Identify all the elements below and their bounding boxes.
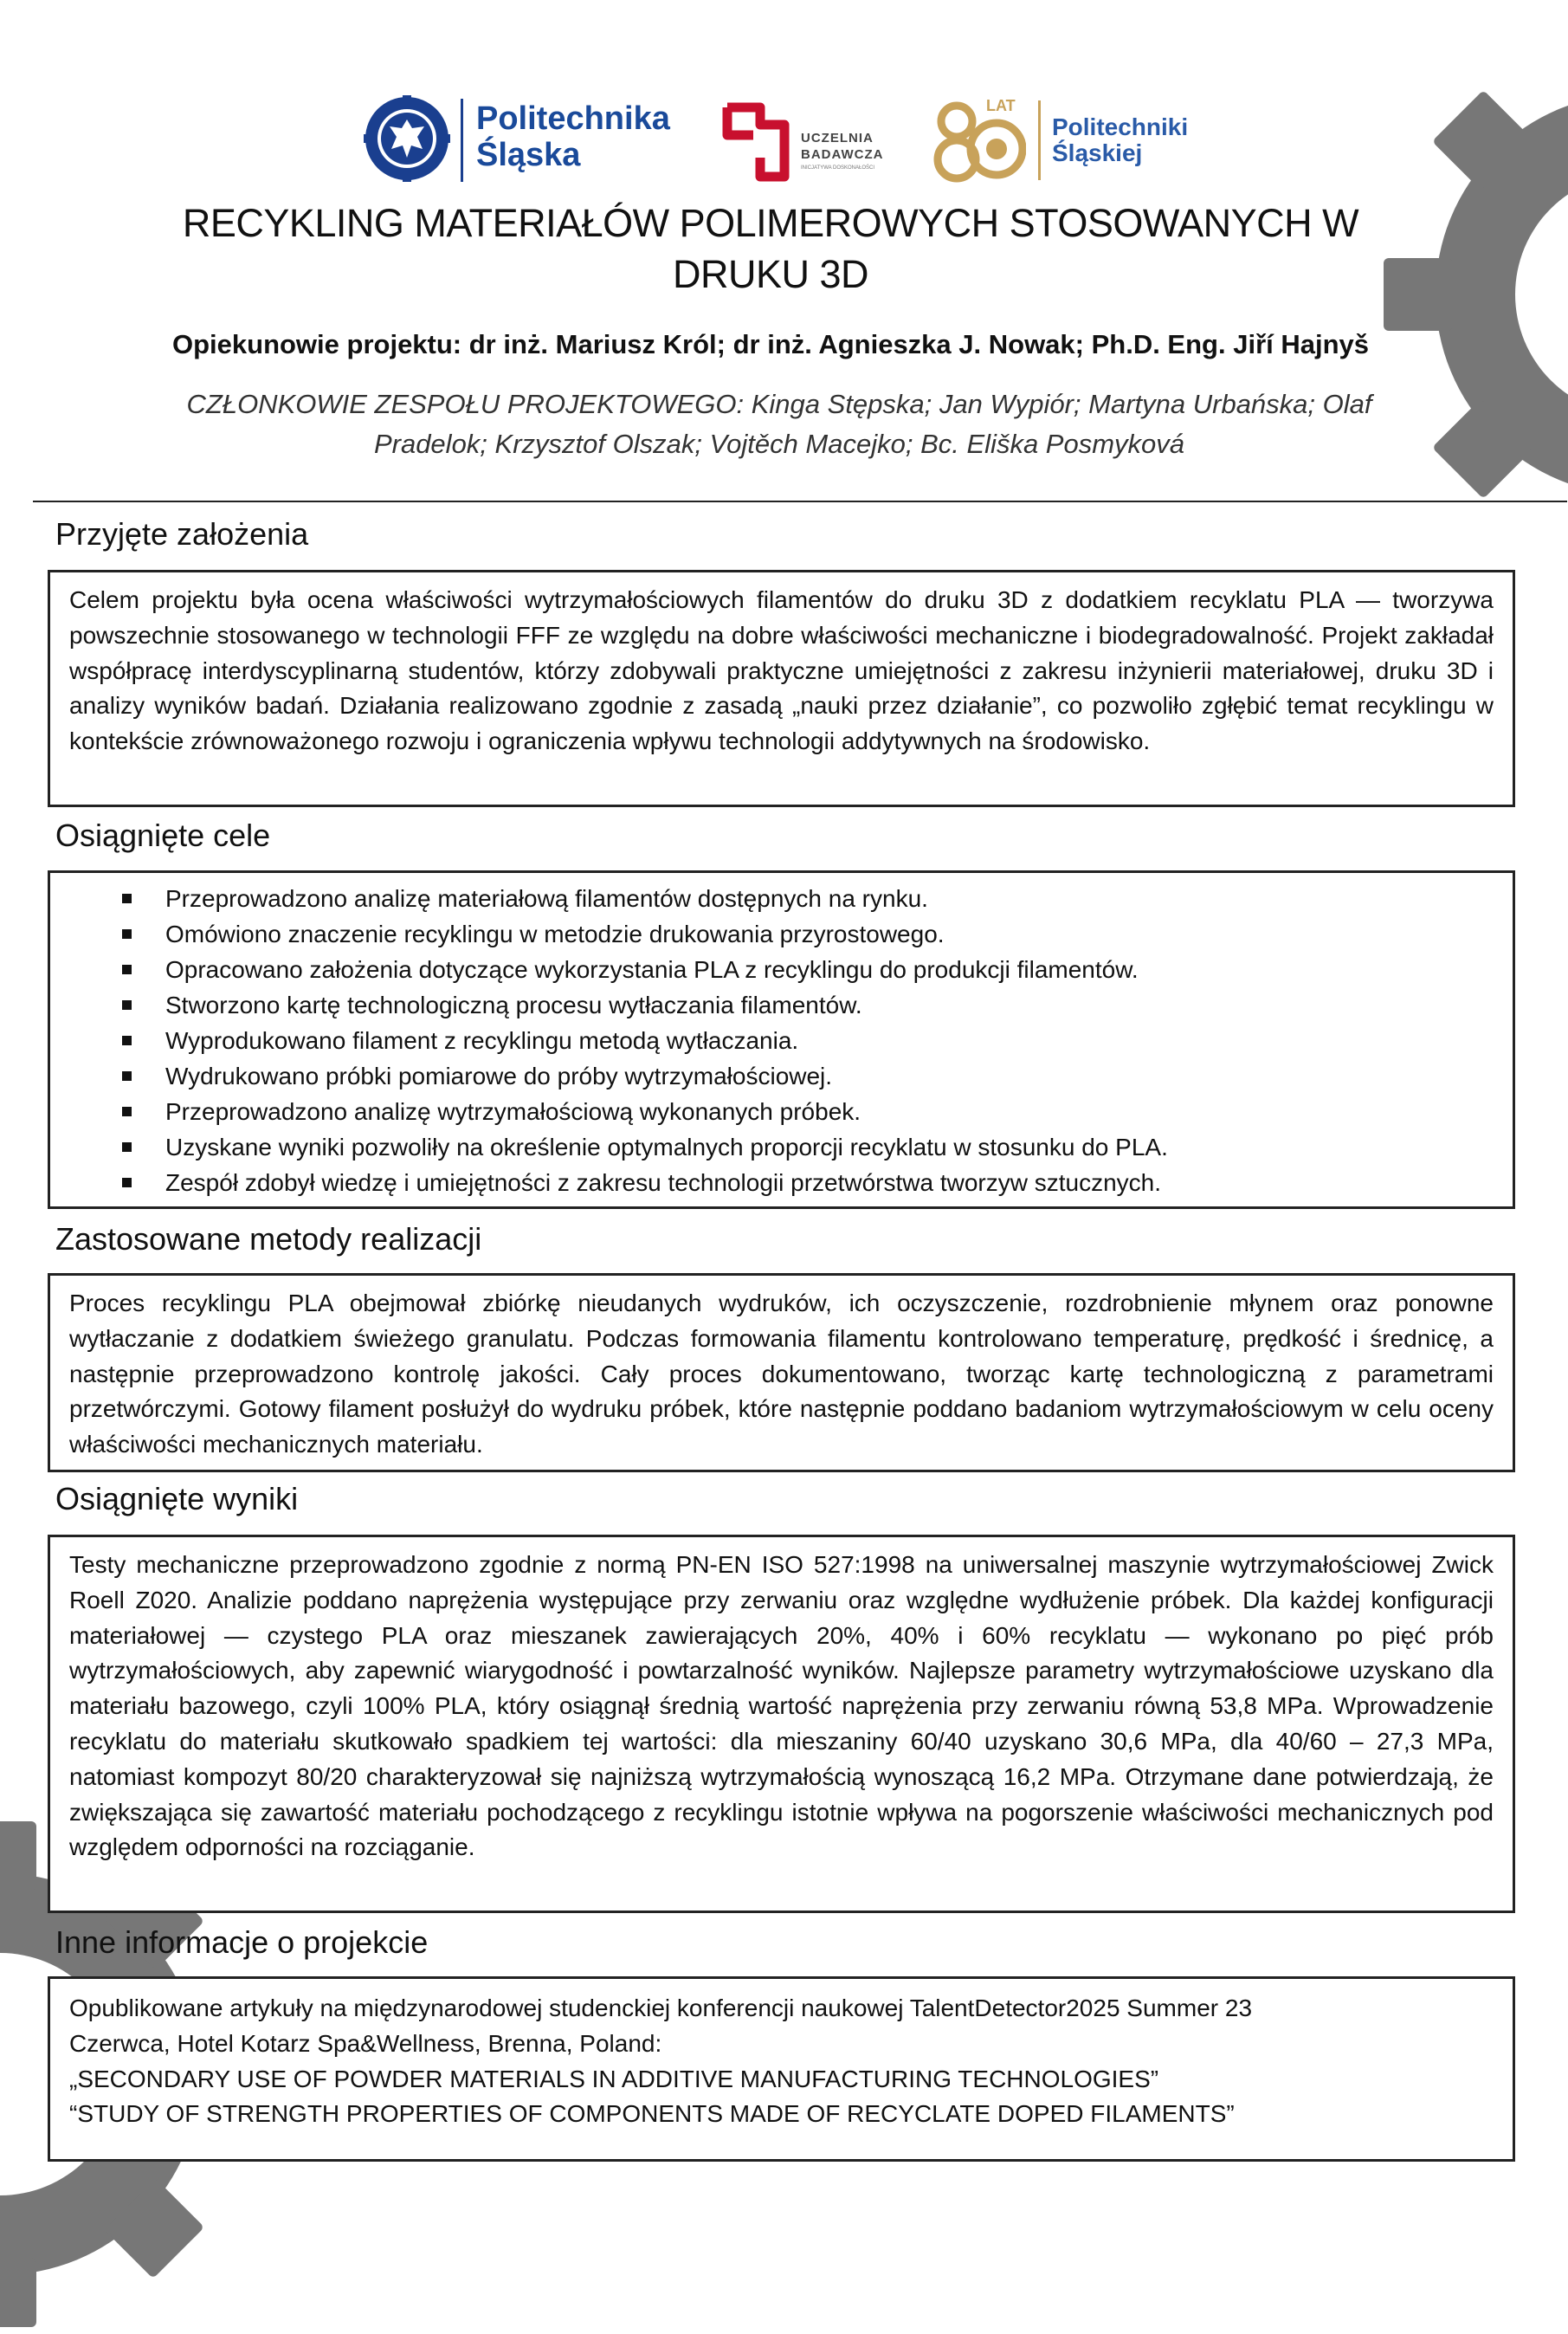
- bullet-square-icon: [122, 894, 132, 903]
- gear-decoration-top-right: [1377, 35, 1568, 554]
- header-divider: [33, 501, 1567, 502]
- other-info-text: [50, 1979, 1513, 2132]
- bullet-square-icon: [122, 965, 132, 974]
- list-item-text: Omówiono znaczenie recyklingu w metodzie drukowania przyrostowego.: [165, 921, 945, 947]
- list-item-text: Opracowano założenia dotyczące wykorzystania PLA z recyklingu do produkcji filamentów.: [165, 956, 1139, 983]
- section-box-assumptions: [48, 570, 1515, 807]
- logo-text-line1: Politechnika: [476, 100, 670, 137]
- list-item-text: Uzyskane wyniki pozwoliły na określenie optymalnych proporcji recyklatu w stosunku do PLA.: [165, 1134, 1168, 1161]
- logo-row: [364, 92, 1229, 187]
- uczelnia-badawcza-logo: [719, 100, 909, 187]
- logo-lat-text: LAT: [986, 97, 1016, 114]
- list-item: [50, 1094, 1513, 1129]
- logo-divider: [1038, 100, 1041, 180]
- bullet-square-icon: [122, 1071, 132, 1081]
- bullet-square-icon: [122, 1000, 132, 1010]
- list-item: [50, 987, 1513, 1023]
- list-item: [50, 952, 1513, 987]
- politechnika-slaska-name: [476, 100, 670, 173]
- article-title-1: „SECONDARY USE OF POWDER MATERIALS IN ADDITIVE MANUFACTURING TECHNOLOGIES”: [69, 2065, 1159, 2092]
- list-item-text: Wyprodukowano filament z recyklingu metodą wytłaczania.: [165, 1027, 799, 1054]
- results-text: Testy mechaniczne przeprowadzono zgodnie z normą PN-EN ISO 527:1998 na uniwersalnej maszynie wytrzymałościowej Zwick Roell Z020. Analizie poddano naprężenia występujące przy zerwaniu oraz względne wydłużenie próbek. Dla każdej konfiguracji materiałowej — czystego PLA oraz mieszanek zawierających 20%, 40% i 60% recyklatu — wykonano po pięć prób wytrzymałościowych, aby zapewnić wiarygodność i powtarzalność wyników. Najlepsze parametry wytrzymałościowe uzyskano dla materiału bazowego, czyli 100% PLA, który osiągnął średnią wartość naprężenia przy zerwaniu równą 53,8 MPa. Wprowadzenie recyklatu do materiału skutkowało spadkiem tej wartości: dla mieszaniny 60/40 uzyskano 30,6 MPa, dla 40/60 – 27,3 MPa, natomiast kompozyt 80/20 charakteryzował się najniższą wytrzymałością wynoszącą 16,2 MPa. Otrzymane dane potwierdzają, że zwiększająca się zawartość materiału pochodzącego z recyklingu istotnie wpływa na pogorszenie właściwości mechanicznych pod względem odporności na rozciąganie.: [69, 1551, 1494, 1861]
- methods-text: Proces recyklingu PLA obejmował zbiórkę nieudanych wydruków, ich oczyszczenie, rozdrobnienie młynem oraz ponowne wytłaczanie z dodatkiem świeżego granulatu. Podczas formowania filamentu kontrolowano temperaturę, prędkość i średnicę, a następnie przeprowadzono kontrolę jakości. Cały proces dokumentowano, tworząc kartę technologiczną z parametrami przetwórczymi. Gotowy filament posłużył do wydruku próbek, które następnie poddano badaniom wytrzymałościowym w celu oceny właściwości mechanicznych materiału.: [69, 1290, 1494, 1458]
- bullet-square-icon: [122, 1142, 132, 1152]
- bullet-square-icon: [122, 929, 132, 939]
- section-box-results: [48, 1535, 1515, 1913]
- list-item-text: Przeprowadzono analizę materiałową filamentów dostępnych na rynku.: [165, 885, 928, 912]
- logo-text-line2: BADAWCZA: [801, 147, 884, 162]
- jubilee-80-logo: [931, 92, 1225, 187]
- section-box-other-info: [48, 1976, 1515, 2162]
- bullet-square-icon: [122, 1107, 132, 1116]
- bullet-square-icon: [122, 1178, 132, 1187]
- list-item-text: Przeprowadzono analizę wytrzymałościową wykonanych próbek.: [165, 1098, 861, 1125]
- logo-text-line1: UCZELNIA: [801, 131, 874, 145]
- university-emblem-icon: [364, 95, 450, 182]
- section-heading-other-info: Inne informacje o projekcie: [55, 1924, 429, 1960]
- assumptions-text: Celem projektu była ocena właściwości wytrzymałościowych filamentów do druku 3D z dodatkiem recyklatu PLA — tworzywa powszechnie stosowanego w technologii FFF ze względu na dobre właściwości mechaniczne i biodegradowalność. Projekt zakładał współpracę interdyscyplinarną studentów, którzy zdobywali praktyczne umiejętności z zakresu inżynierii materiałowej, druku 3D i analizy wyników badań. Działania realizowano zgodnie z zasadą „nauki przez działanie”, co pozwoliło zgłębić temat recyklingu w kontekście zrównoważonego rozwoju i ograniczenia wpływu technologii addytywnych na środowisko.: [69, 586, 1494, 755]
- article-title-2: “STUDY OF STRENGTH PROPERTIES OF COMPONENTS MADE OF RECYCLATE DOPED FILAMENTS”: [69, 2100, 1235, 2128]
- uczelnia-badawcza-mark-icon: [719, 100, 793, 184]
- list-item: [50, 1023, 1513, 1058]
- logo-small-text: INICJATYWA DOSKONAŁOŚCI: [801, 165, 875, 171]
- list-item: [50, 916, 1513, 952]
- uczelnia-badawcza-text: [801, 130, 884, 163]
- section-heading-assumptions: Przyjęte założenia: [55, 516, 309, 552]
- jubilee-logo-name: [1052, 114, 1188, 166]
- section-heading-goals: Osiągnięte cele: [55, 818, 271, 853]
- goals-list: [50, 873, 1513, 1200]
- logo-text-line2: Śląskiej: [1052, 139, 1143, 166]
- project-supervisors: Opiekunowie projektu: dr inż. Mariusz Król; dr inż. Agnieszka J. Nowak; Ph.D. Eng. Jiří Hajnyš: [171, 329, 1370, 359]
- list-item-text: Stworzono kartę technologiczną procesu wytłaczania filamentów.: [165, 992, 862, 1018]
- conference-info-line: Opublikowane artykuły na międzynarodowej studenckiej konferencji naukowej TalentDetector2025 Summer 23: [69, 1995, 1253, 2021]
- list-item: [50, 881, 1513, 916]
- project-team-members: CZŁONKOWIE ZESPOŁU PROJEKTOWEGO: Kinga Stępska; Jan Wypiór; Martyna Urbańska; Olaf Pradelok; Krzysztof Olszak; Vojtěch Macejko; Bc. Eliška Posmyková: [186, 389, 1372, 459]
- section-box-methods: [48, 1273, 1515, 1472]
- section-heading-methods: Zastosowane metody realizacji: [55, 1221, 482, 1257]
- list-item-text: Zespół zdobył wiedzę i umiejętności z zakresu technologii przetwórstwa tworzyw sztucznych.: [165, 1169, 1162, 1196]
- bullet-square-icon: [122, 1036, 132, 1045]
- list-item: [50, 1165, 1513, 1200]
- list-item-text: Wydrukowano próbki pomiarowe do próby wytrzymałościowej.: [165, 1063, 833, 1089]
- logo-text-line2: Śląska: [476, 137, 581, 173]
- list-item: [50, 1129, 1513, 1165]
- conference-venue-line: Czerwca, Hotel Kotarz Spa&Wellness, Brenna, Poland:: [69, 2029, 662, 2057]
- logo-divider: [461, 99, 463, 182]
- politechnika-slaska-logo: [364, 94, 693, 187]
- logo-text-line1: Politechniki: [1052, 113, 1189, 140]
- section-heading-results: Osiągnięte wyniki: [55, 1481, 299, 1516]
- page-title: RECYKLING MATERIAŁÓW POLIMEROWYCH STOSOWANYCH W DRUKU 3D: [182, 201, 1359, 296]
- section-box-goals: [48, 870, 1515, 1209]
- list-item: [50, 1058, 1513, 1094]
